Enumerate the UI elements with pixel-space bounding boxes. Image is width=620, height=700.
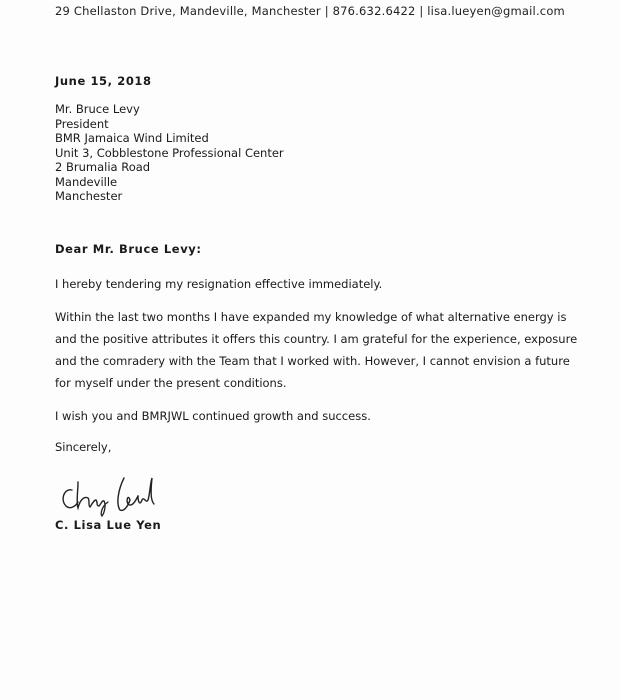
- recipient-address-line-2: 2 Brumalia Road: [55, 160, 151, 174]
- recipient-company: BMR Jamaica Wind Limited: [55, 131, 209, 145]
- closing: Sincerely,: [55, 440, 112, 454]
- letter-date: June 15, 2018: [55, 74, 152, 88]
- paragraph-body: Within the last two months I have expanded my knowledge of what alternative energy is and the positive attributes it offers this country. I am grateful for the experience, exposure and the comradery with the Team that I worked with. However, I cannot envision a future for myself under the present conditions.: [55, 310, 578, 390]
- recipient-address: [55, 102, 284, 204]
- recipient-city: Mandeville: [55, 174, 118, 189]
- letterhead-contact: 29 Chellaston Drive, Mandeville, Manchester | 876.632.6422 | lisa.lueyen@gmail.com: [55, 4, 565, 18]
- recipient-title: President: [55, 116, 109, 131]
- recipient-address-line-1: Unit 3, Cobblestone Professional Center: [55, 145, 284, 160]
- paragraph-wishes: I wish you and BMRJWL continued growth and success.: [55, 409, 371, 423]
- handwritten-signature: [58, 470, 168, 518]
- salutation: Dear Mr. Bruce Levy:: [55, 242, 202, 256]
- recipient-name: Mr. Bruce Levy: [55, 102, 140, 116]
- signer-name: C. Lisa Lue Yen: [55, 518, 162, 532]
- recipient-parish: Manchester: [55, 189, 123, 203]
- paragraph-resignation: I hereby tendering my resignation effective immediately.: [55, 277, 383, 291]
